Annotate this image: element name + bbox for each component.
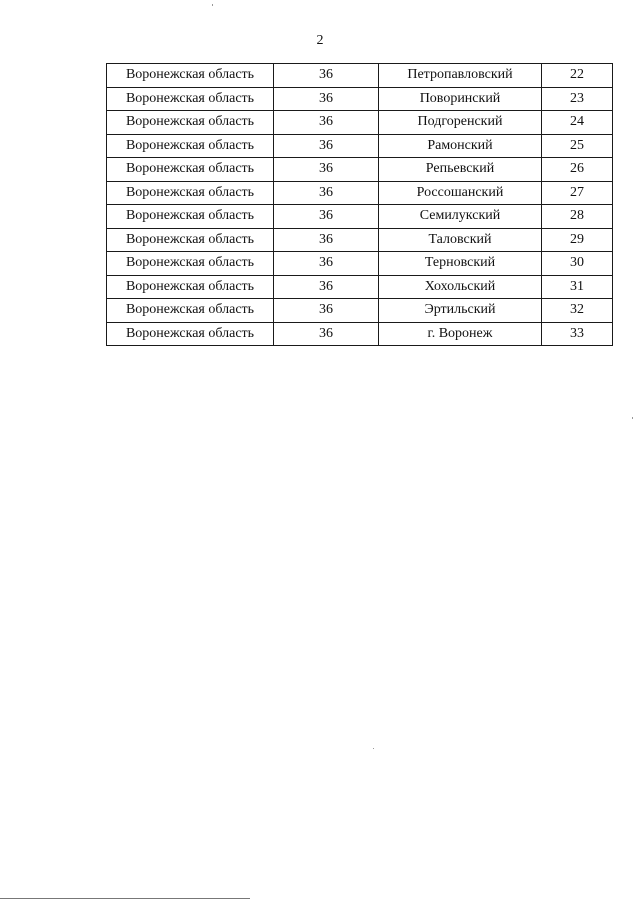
district-number-cell: 32 [542, 299, 613, 323]
region-code-cell: 36 [274, 111, 379, 135]
region-cell: Воронежская область [107, 87, 274, 111]
region-code-cell: 36 [274, 87, 379, 111]
district-cell: Семилукский [379, 205, 542, 229]
table-row [107, 158, 613, 182]
table-row [107, 228, 613, 252]
region-code-cell: 36 [274, 134, 379, 158]
region-cell: Воронежская область [107, 181, 274, 205]
district-cell: г. Воронеж [379, 322, 542, 346]
district-number-cell: 28 [542, 205, 613, 229]
table-row [107, 275, 613, 299]
district-cell: Поворинский [379, 87, 542, 111]
region-cell: Воронежская область [107, 158, 274, 182]
district-number-cell: 22 [542, 64, 613, 88]
table-row [107, 64, 613, 88]
district-cell: Хохольский [379, 275, 542, 299]
district-number-cell: 30 [542, 252, 613, 276]
district-cell: Рамонский [379, 134, 542, 158]
district-cell: Таловский [379, 228, 542, 252]
scan-edge-line [0, 898, 250, 899]
table-row [107, 322, 613, 346]
district-number-cell: 31 [542, 275, 613, 299]
region-cell: Воронежская область [107, 252, 274, 276]
district-cell: Россошанский [379, 181, 542, 205]
district-cell: Петропавловский [379, 64, 542, 88]
region-cell: Воронежская область [107, 322, 274, 346]
table-row [107, 299, 613, 323]
district-number-cell: 27 [542, 181, 613, 205]
region-code-cell: 36 [274, 299, 379, 323]
table-row [107, 181, 613, 205]
district-cell: Репьевский [379, 158, 542, 182]
district-number-cell: 25 [542, 134, 613, 158]
scan-speck [212, 4, 213, 6]
district-number-cell: 29 [542, 228, 613, 252]
region-cell: Воронежская область [107, 299, 274, 323]
region-code-cell: 36 [274, 275, 379, 299]
regions-table [106, 63, 613, 346]
region-code-cell: 36 [274, 228, 379, 252]
page-number: 2 [316, 33, 324, 48]
table-row [107, 205, 613, 229]
district-number-cell: 33 [542, 322, 613, 346]
region-cell: Воронежская область [107, 111, 274, 135]
table-row [107, 134, 613, 158]
region-code-cell: 36 [274, 64, 379, 88]
region-cell: Воронежская область [107, 228, 274, 252]
region-code-cell: 36 [274, 181, 379, 205]
region-cell: Воронежская область [107, 205, 274, 229]
district-number-cell: 23 [542, 87, 613, 111]
region-code-cell: 36 [274, 252, 379, 276]
district-number-cell: 24 [542, 111, 613, 135]
district-cell: Подгоренский [379, 111, 542, 135]
scan-speck [373, 748, 374, 749]
region-cell: Воронежская область [107, 134, 274, 158]
region-code-cell: 36 [274, 322, 379, 346]
scan-speck [632, 417, 633, 419]
district-cell: Эртильский [379, 299, 542, 323]
district-number-cell: 26 [542, 158, 613, 182]
table-row [107, 111, 613, 135]
region-code-cell: 36 [274, 158, 379, 182]
region-cell: Воронежская область [107, 64, 274, 88]
region-cell: Воронежская область [107, 275, 274, 299]
table-row [107, 252, 613, 276]
region-code-cell: 36 [274, 205, 379, 229]
table-row [107, 87, 613, 111]
district-cell: Терновский [379, 252, 542, 276]
